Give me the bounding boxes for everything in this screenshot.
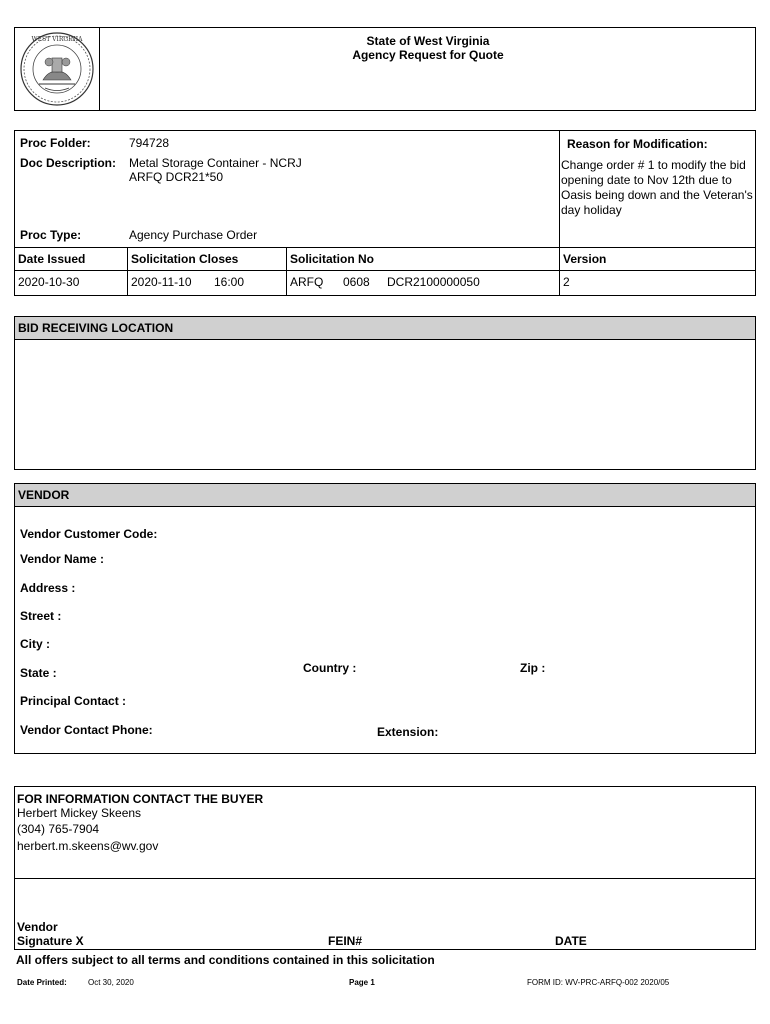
vendor-street-label: Street : — [20, 609, 62, 623]
fein-label: FEIN# — [328, 934, 363, 948]
reason-for-modification-text: Change order # 1 to modify the bid opening date to Nov 12th due to Oasis being down and the Veteran's day holiday — [561, 158, 753, 217]
svg-text:WEST VIRGINIA: WEST VIRGINIA — [31, 36, 83, 43]
proc-folder-value: 794728 — [129, 136, 170, 150]
solicitation-number: DCR2100000050 — [387, 275, 480, 289]
solicitation-prefix: ARFQ — [290, 275, 324, 289]
solicitation-closes-date: 2020-11-10 — [131, 275, 192, 289]
vendor-box — [14, 483, 756, 754]
bid-receiving-location-box — [14, 316, 756, 470]
doc-description-line2: ARFQ DCR21*50 — [129, 170, 224, 184]
vendor-signature-label-line1: Vendor — [17, 920, 58, 934]
header-box — [14, 27, 756, 111]
reason-for-modification-label: Reason for Modification: — [567, 137, 708, 151]
buyer-email: herbert.m.skeens@wv.gov — [17, 839, 159, 853]
vendor-signature-label-line2: Signature X — [17, 934, 84, 948]
date-printed-value: Oct 30, 2020 — [88, 978, 134, 987]
vendor-city-label: City : — [20, 637, 50, 651]
solicitation-closes-header: Solicitation Closes — [131, 252, 239, 266]
vendor-customer-code-label: Vendor Customer Code: — [20, 527, 158, 541]
document-title-line2: Agency Request for Quote — [352, 48, 504, 62]
buyer-name: Herbert Mickey Skeens — [17, 806, 142, 820]
solicitation-no-header: Solicitation No — [290, 252, 374, 266]
vendor-address-label: Address : — [20, 581, 76, 595]
version-value: 2 — [563, 275, 570, 289]
buyer-contact-header: FOR INFORMATION CONTACT THE BUYER — [17, 792, 264, 806]
version-header: Version — [563, 252, 607, 266]
principal-contact-label: Principal Contact : — [20, 694, 127, 708]
proc-type-value: Agency Purchase Order — [129, 228, 258, 242]
form-id: FORM ID: WV-PRC-ARFQ-002 2020/05 — [527, 978, 670, 987]
vendor-state-label: State : — [20, 666, 57, 680]
date-issued-value: 2020-10-30 — [18, 275, 80, 289]
buyer-contact-box — [14, 786, 756, 950]
buyer-phone: (304) 765-7904 — [17, 822, 100, 836]
terms-notice: All offers subject to all terms and conditions contained in this solicitation — [16, 953, 435, 967]
date-issued-header: Date Issued — [18, 252, 86, 266]
doc-description-label: Doc Description: — [20, 156, 117, 170]
proc-folder-label: Proc Folder: — [20, 136, 91, 150]
vendor-extension-label: Extension: — [377, 725, 439, 739]
state-seal-icon — [19, 30, 95, 108]
doc-description-line1: Metal Storage Container - NCRJ — [129, 156, 302, 170]
vendor-country-label: Country : — [303, 661, 357, 675]
solicitation-agency: 0608 — [343, 275, 370, 289]
vendor-header: VENDOR — [15, 484, 755, 507]
signature-date-label: DATE — [555, 934, 587, 948]
vendor-zip-label: Zip : — [520, 661, 546, 675]
date-printed-label: Date Printed: — [17, 978, 67, 987]
vendor-name-label: Vendor Name : — [20, 552, 105, 566]
proc-info-box — [14, 130, 756, 296]
bid-receiving-location-header: BID RECEIVING LOCATION — [15, 317, 755, 340]
document-title-line1: State of West Virginia — [366, 34, 490, 48]
page-number: Page 1 — [349, 978, 375, 987]
proc-type-label: Proc Type: — [20, 228, 82, 242]
solicitation-closes-time: 16:00 — [214, 275, 245, 289]
vendor-contact-phone-label: Vendor Contact Phone: — [20, 723, 153, 737]
